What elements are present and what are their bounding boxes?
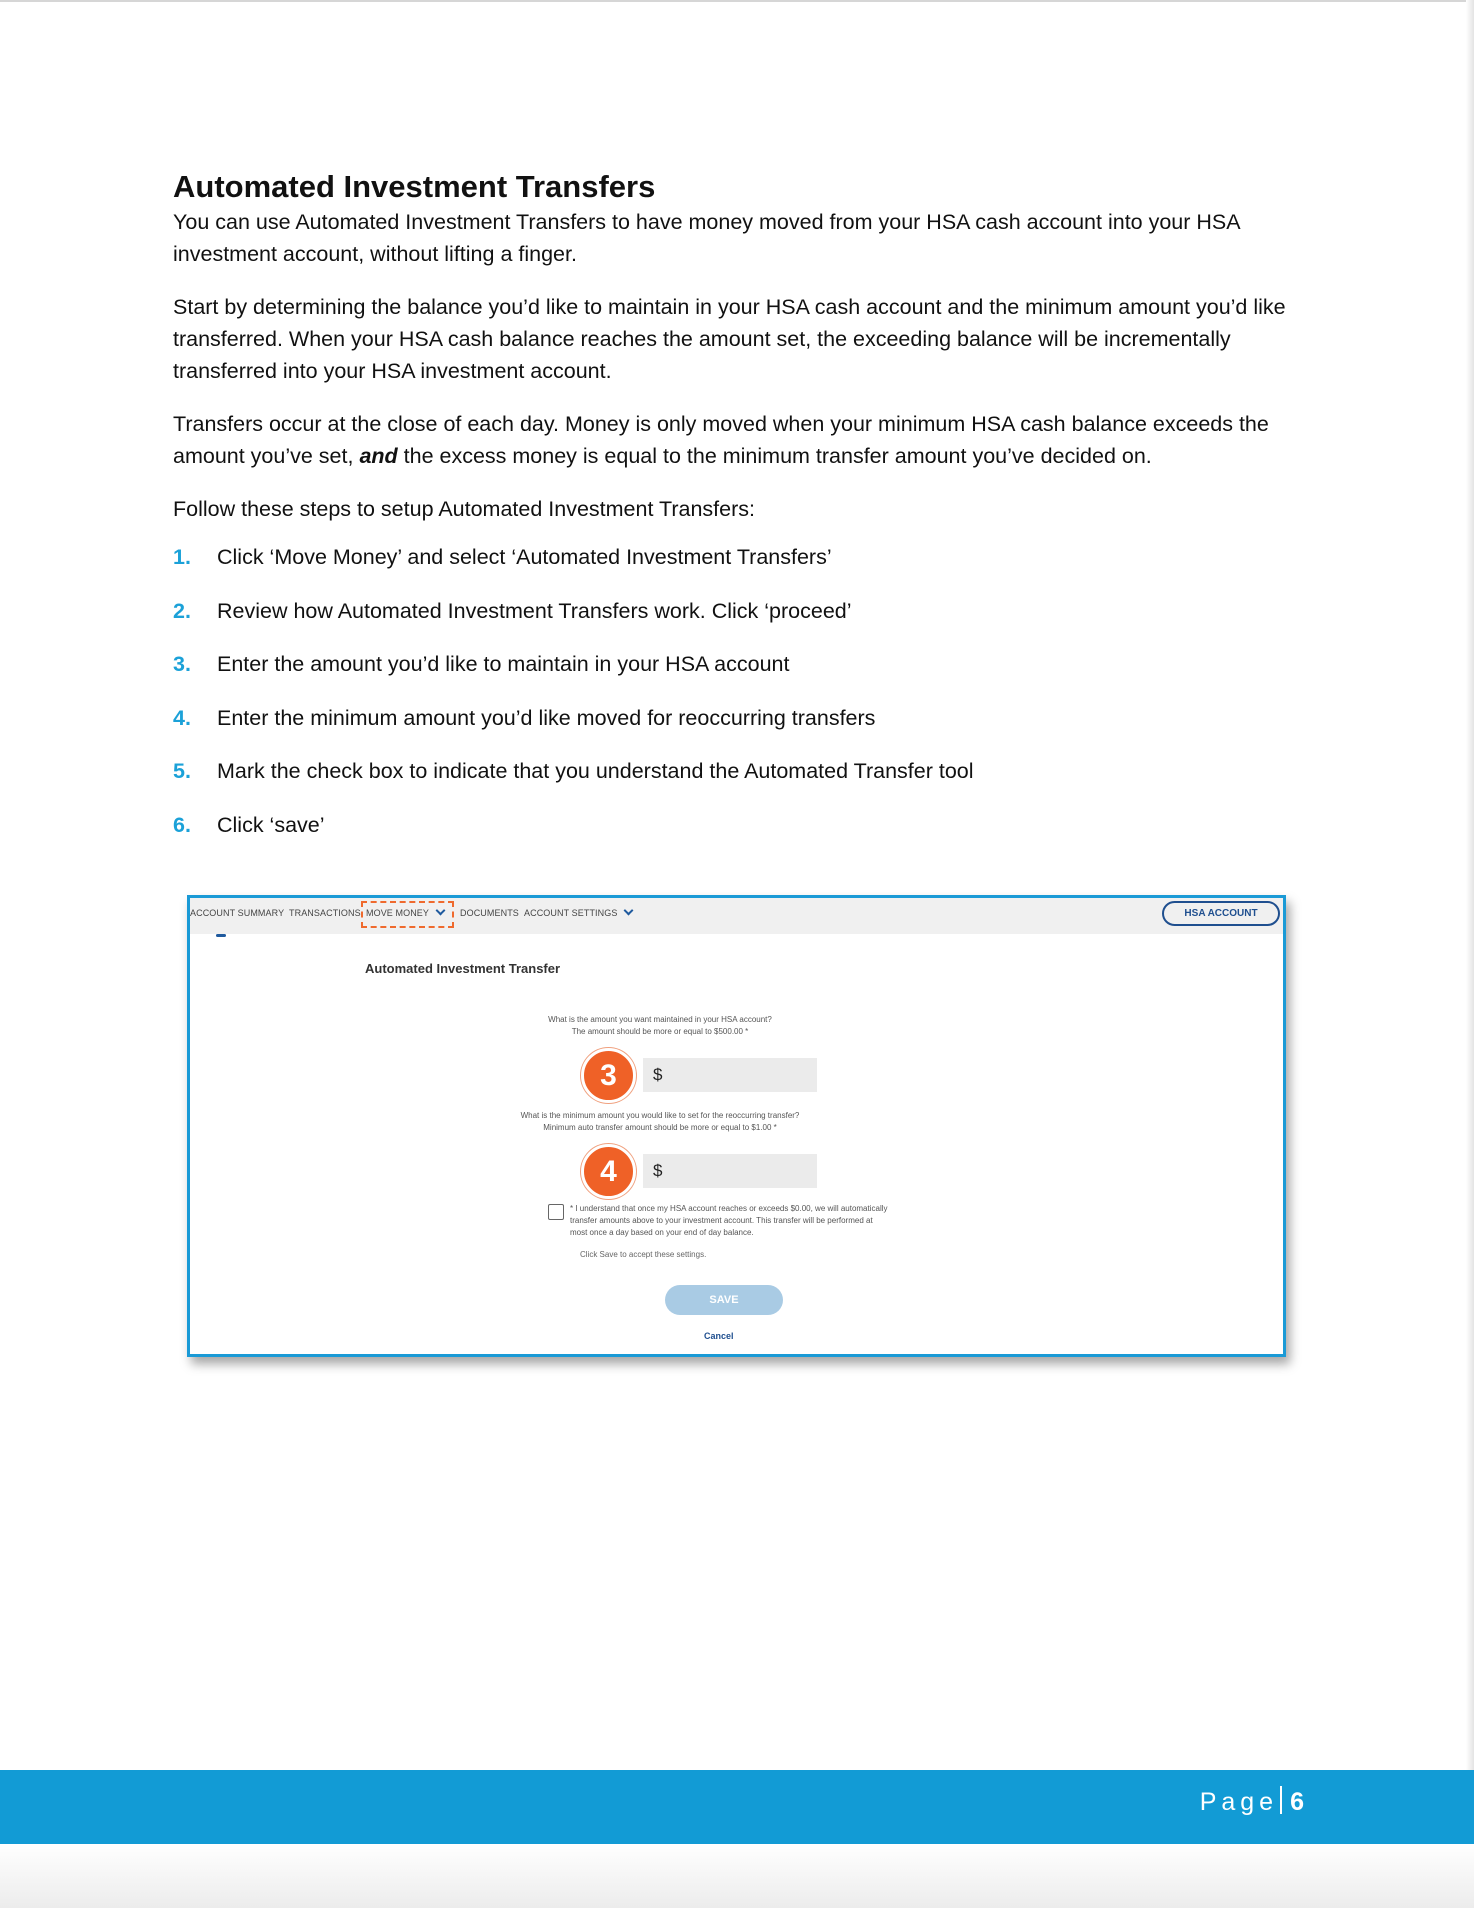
- step-number: 3.: [173, 652, 191, 677]
- step-text: Review how Automated Investment Transfers work. Click ‘proceed’: [217, 598, 852, 623]
- agreement-checkbox[interactable]: [548, 1204, 564, 1220]
- nav-account-summary[interactable]: ACCOUNT SUMMARY: [190, 908, 285, 918]
- step-text: Click ‘save’: [217, 812, 325, 837]
- intro-paragraph: You can use Automated Investment Transfers to have money moved from your HSA cash account into your HSA investment account, without lifting a finger.: [173, 210, 1240, 266]
- page-separator: [1280, 1786, 1282, 1814]
- balance-paragraph: Start by determining the balance you’d like to maintain in your HSA cash account and the minimum amount you’d like transferred. When your HSA cash balance reaches the amount set, the exceeding balance will be incrementally transferred into your HSA investment account.: [173, 295, 1286, 383]
- nav-transactions[interactable]: TRANSACTIONS: [289, 908, 361, 918]
- nav-documents[interactable]: DOCUMENTS: [460, 908, 519, 918]
- page-edge-shadow: [1466, 0, 1474, 1908]
- hsa-account-button[interactable]: HSA ACCOUNT: [1162, 901, 1280, 926]
- min-transfer-input[interactable]: $: [643, 1154, 817, 1188]
- app-nav-bar: [190, 898, 1283, 934]
- nav-indicator: [216, 934, 226, 937]
- step-text: Enter the amount you’d like to maintain in your HSA account: [217, 652, 790, 677]
- top-divider: [0, 0, 1474, 2]
- step-item: [173, 702, 1303, 756]
- emphasis-and: and: [359, 444, 398, 468]
- step-item: [173, 595, 1303, 649]
- nav-account-settings[interactable]: ACCOUNT SETTINGS: [524, 908, 632, 918]
- page-number: 6: [1290, 1788, 1304, 1816]
- timing-paragraph: Transfers occur at the close of each day. Money is only moved when your minimum HSA cash balance exceeds the amount you’ve set, and the excess money is equal to the minimum transfer amount you’ve decided on.: [173, 412, 1269, 468]
- bottom-shadow: [0, 1844, 1474, 1908]
- step-number: 2.: [173, 598, 191, 623]
- step-item: [173, 648, 1303, 702]
- document-content: [173, 168, 1303, 863]
- page-indicator: Page 6: [1199, 1788, 1304, 1816]
- step-3-badge: 3: [581, 1048, 636, 1103]
- agreement-text: * I understand that once my HSA account reaches or exceeds $0.00, we will automatically transfer amounts above to your investment account. This transfer will be performed at most once a day based on your end of day balance.: [570, 1204, 888, 1237]
- step-item: [173, 541, 1303, 595]
- step-number: 6.: [173, 812, 191, 837]
- step-text: Mark the check box to indicate that you understand the Automated Transfer tool: [217, 759, 974, 784]
- step-item: [173, 755, 1303, 809]
- highlight-dashed-box: [361, 901, 454, 928]
- step-number: 5.: [173, 759, 191, 784]
- steps-intro: Follow these steps to setup Automated Investment Transfers:: [173, 497, 755, 521]
- form-title: Automated Investment Transfer: [365, 961, 561, 976]
- chevron-down-icon: [624, 906, 634, 916]
- section-heading: Automated Investment Transfers: [173, 169, 656, 204]
- maintain-amount-question: What is the amount you want maintained in your HSA account? The amount should be more or equal to $500.00 *: [548, 1015, 772, 1036]
- step-number: 4.: [173, 705, 191, 730]
- embedded-screenshot: [187, 895, 1286, 1357]
- step-text: Enter the minimum amount you’d like moved for reoccurring transfers: [217, 705, 876, 730]
- min-transfer-question: What is the minimum amount you would like to set for the reoccurring transfer? Minimum auto transfer amount should be more or equal to $1.00 *: [520, 1111, 800, 1132]
- step-4-badge: 4: [581, 1144, 636, 1199]
- save-button[interactable]: SAVE: [665, 1285, 783, 1315]
- page-footer: [0, 1770, 1474, 1844]
- save-note: Click Save to accept these settings.: [580, 1250, 707, 1259]
- steps-list: [173, 541, 1303, 863]
- step-number: 1.: [173, 545, 191, 569]
- step-text: Click ‘Move Money’ and select ‘Automated Investment Transfers’: [217, 545, 832, 569]
- cancel-link[interactable]: Cancel: [704, 1331, 734, 1341]
- nav-move-money[interactable]: MOVE MONEY: [366, 908, 444, 918]
- step-item: [173, 809, 1303, 863]
- maintain-amount-input[interactable]: $: [643, 1058, 817, 1092]
